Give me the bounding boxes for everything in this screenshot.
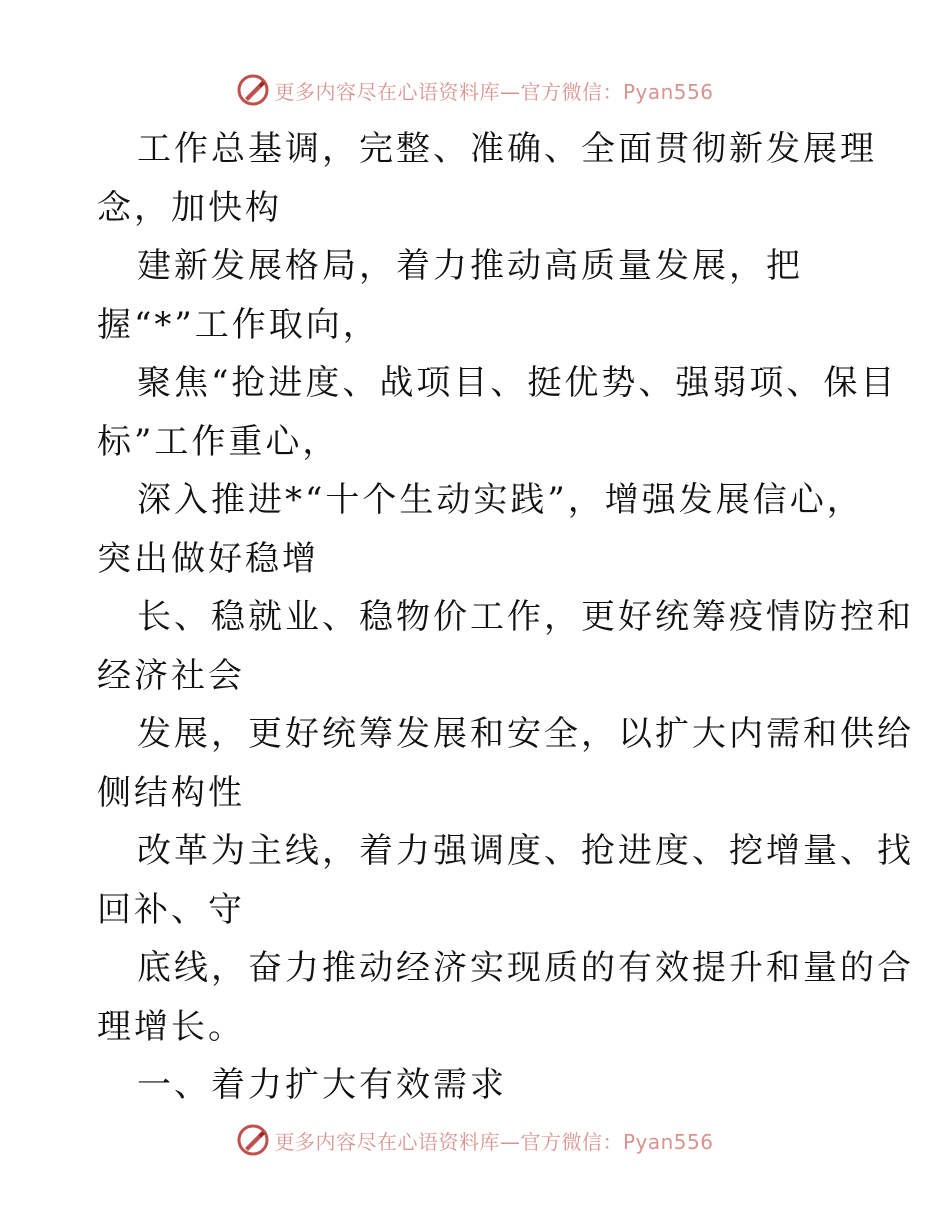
text-line: 发展，更好统筹发展和安全，以扩大内需和供给 [137,714,914,754]
text-line: 经济社会 [97,655,245,696]
text-line: 底线，奋力推动经济实现质的有效提升和量的合 [137,948,914,988]
text-line: 长、稳就业、稳物价工作，更好统筹疫情防控和 [137,597,914,637]
text-line: 握“*”工作取向， [97,304,380,345]
text-line: 理增长。 [97,1006,245,1047]
pen-logo-icon [236,73,270,107]
text-line: 回补、守 [97,889,245,930]
section-heading: 一、着力扩大有效需求 [137,1065,507,1105]
header-banner [0,70,950,110]
text-line: 改革为主线，着力强调度、抢进度、挖增量、找 [137,831,914,871]
text-line: 深入推进*“十个生动实践”，增强发展信心， [137,480,864,520]
text-line: 建新发展格局，着力推动高质量发展，把 [137,246,803,286]
text-line: 侧结构性 [97,772,245,813]
text-line: 念，加快构 [97,187,282,228]
text-line: 标”工作重心， [97,421,340,462]
text-line: 聚焦“抢进度、战项目、挺优势、强弱项、保目 [137,363,898,403]
pen-logo-icon [236,1123,270,1157]
text-line: 工作总基调，完整、准确、全面贯彻新发展理 [137,129,877,169]
footer-banner [0,1120,950,1160]
footer-banner-text: 更多内容尽在心语资料库—官方微信：Pyan556 [274,1129,714,1154]
text-line: 突出做好稳增 [97,538,319,579]
body-text [97,120,914,1115]
header-banner-text: 更多内容尽在心语资料库—官方微信：Pyan556 [274,79,714,104]
